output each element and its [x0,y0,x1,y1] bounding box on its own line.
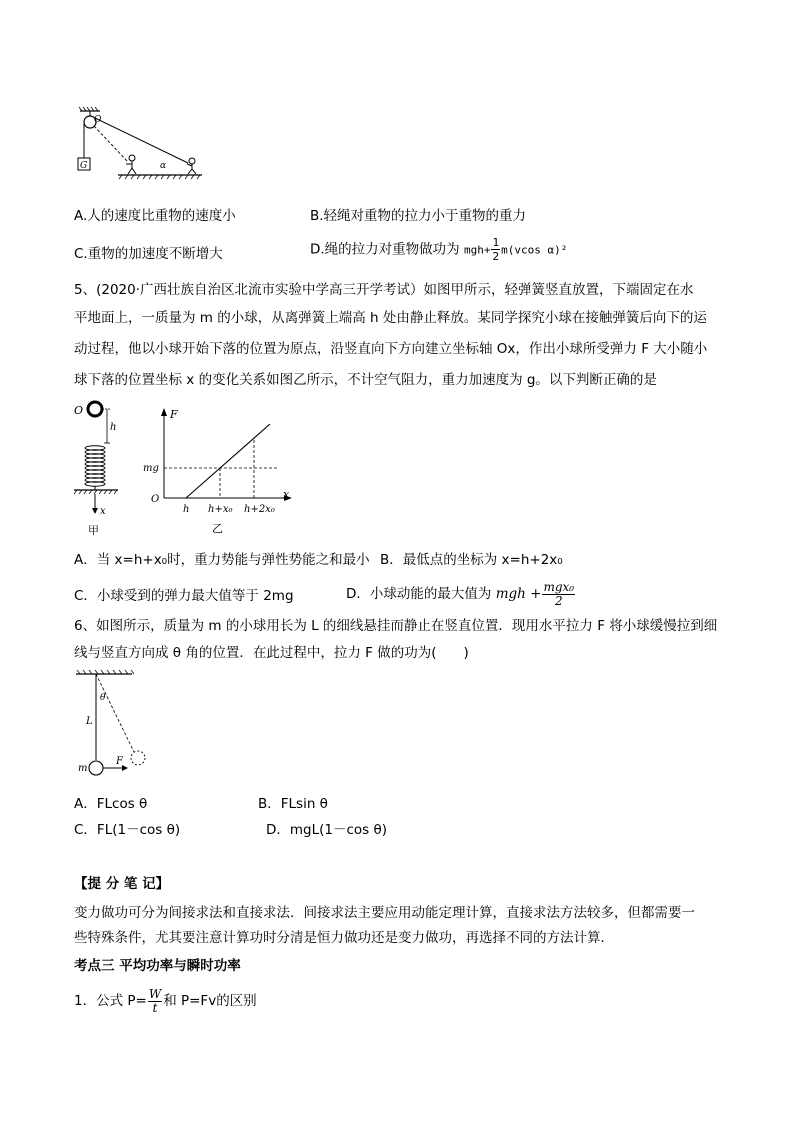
q4-option-d-fraction [491,236,500,263]
yi-tick-hx0: h+x₀ [208,504,233,515]
q5-stem-line-2: 平地面上，一质量为 m 的小球，从离弹簧上端高 h 处由静止释放。某同学探究小球在接触弹簧后向下的运 [74,310,707,326]
yi-tick-h2x0: h+2x₀ [244,504,275,515]
pendulum-ceiling [76,670,134,674]
notes-item-1-prefix: 1．公式 P= [74,993,147,1009]
ball-icon [89,761,103,775]
q4-option-b: B.轻绳对重物的拉力小于重物的重力 [310,208,527,224]
pulley-figure [70,108,210,188]
pendulum-string-dashed [96,674,134,752]
pendulum-l-label: L [86,716,93,727]
yi-caption: 乙 [212,522,223,535]
yi-mg-label: mg [143,463,159,474]
q5-option-d-fraction-num: mgx₀ [543,579,575,594]
pulley-o-label: O [94,115,102,125]
q5-option-c: C．小球受到的弹力最大值等于 2mg [74,588,294,604]
notes-item-1-fraction-den: t [152,1000,158,1015]
jia-h-label: h [110,422,117,433]
jia-o-label: O [74,404,84,417]
q5-stem-line-3: 动过程，他以小球开始下落的位置为原点，沿竖直向下方向建立坐标轴 Ox，作出小球所受弹力 F 大小随小 [74,341,708,357]
notes-item-1-fraction [148,988,162,1015]
pendulum-theta-label: θ [100,693,106,703]
weight-g-label: G [80,161,88,171]
q5-stem-line-4: 球下落的位置坐标 x 的变化关系如图乙所示，不计空气阻力，重力加速度为 g。以下判断正确的是 [74,372,657,388]
yi-o-label: O [151,494,160,505]
jia-x-label: x [100,506,106,517]
yi-f-label: F [170,408,178,421]
force-graph-yi [140,406,300,546]
person-right-icon [187,158,196,174]
q4-option-d-mgh: mgh+ [463,243,491,257]
notes-line-1: 变力做功可分为间接求法和直接求法．间接求法主要应用动能定理计算，直接求法方法较多，但都需要一 [74,905,695,921]
yi-tick-h: h [183,504,190,515]
q5-option-a: A．当 x=h+x₀时，重力势能与弹性势能之和最小 [74,552,370,568]
q5-option-d-prefix: D．小球动能的最大值为 [346,586,492,602]
q5-stem-line-1: 5、(2020·广西壮族自治区北流市实验中学高三开学考试）如图甲所示，轻弹簧竖直放置，下端固定在水 [74,282,694,298]
q5-option-b: B．最低点的坐标为 x=h+2x₀ [380,552,563,568]
q4-option-c: C.重物的加速度不断增大 [74,246,223,262]
q5-option-d-fraction-den: 2 [554,593,563,608]
angle-alpha-label: α [160,161,167,171]
person-left-icon [126,155,136,174]
ball-icon [88,402,102,416]
q6-option-a: A．FLcos θ [74,796,148,812]
notes-item-1-fraction-num: W [148,986,162,1001]
q5-option-d-mgh: mgh + [495,586,542,602]
spring-figure-jia [70,398,140,538]
q4-option-a: A.人的速度比重物的速度小 [74,208,236,224]
q5-option-d [346,580,576,608]
yi-x-label: x [283,488,290,501]
notes-line-2: 些特殊条件，尤其要注意计算功时分清是恒力做功还是变力做功，再选择不同的方法计算． [74,930,614,946]
q6-option-b: B．FLsin θ [258,796,328,812]
q5-option-d-fraction [542,581,575,608]
q4-option-d [310,236,567,264]
notes-heading: 【提 分 笔 记】 [74,876,170,892]
q4-option-d-prefix: D.绳的拉力对重物做功为 [310,241,460,258]
rope-slanted [95,118,188,163]
notes-item-1-mid: 和 P=Fv [163,993,217,1009]
kaodian-heading: 考点三 平均功率与瞬时功率 [74,958,241,974]
pendulum-m-label: m [78,763,88,774]
q6-stem-line-2: 线与竖直方向成 θ 角的位置．在此过程中，拉力 F 做的功为( ) [74,645,469,661]
notes-item-1 [74,986,257,1016]
notes-item-1-suffix: 的区别 [216,993,257,1009]
pendulum-f-label: F [116,756,123,767]
ball-displaced-icon [131,751,145,765]
pendulum-figure [72,670,162,780]
jia-caption: 甲 [88,524,99,537]
q6-option-c: C．FL(1－cos θ) [74,822,181,838]
q4-option-d-fraction-num: 1 [492,236,500,249]
q4-option-d-suffix: m(vcos α)² [501,243,568,257]
spring-coil [85,446,105,486]
q6-option-d: D．mgL(1－cos θ) [266,822,388,838]
yi-force-line [186,424,270,498]
q6-stem-line-1: 6、如图所示，质量为 m 的小球用长为 L 的细线悬挂而静止在竖直位置．现用水平拉力 F 将小球缓慢拉到细 [74,618,718,634]
q4-option-d-fraction-den: 2 [492,250,500,263]
